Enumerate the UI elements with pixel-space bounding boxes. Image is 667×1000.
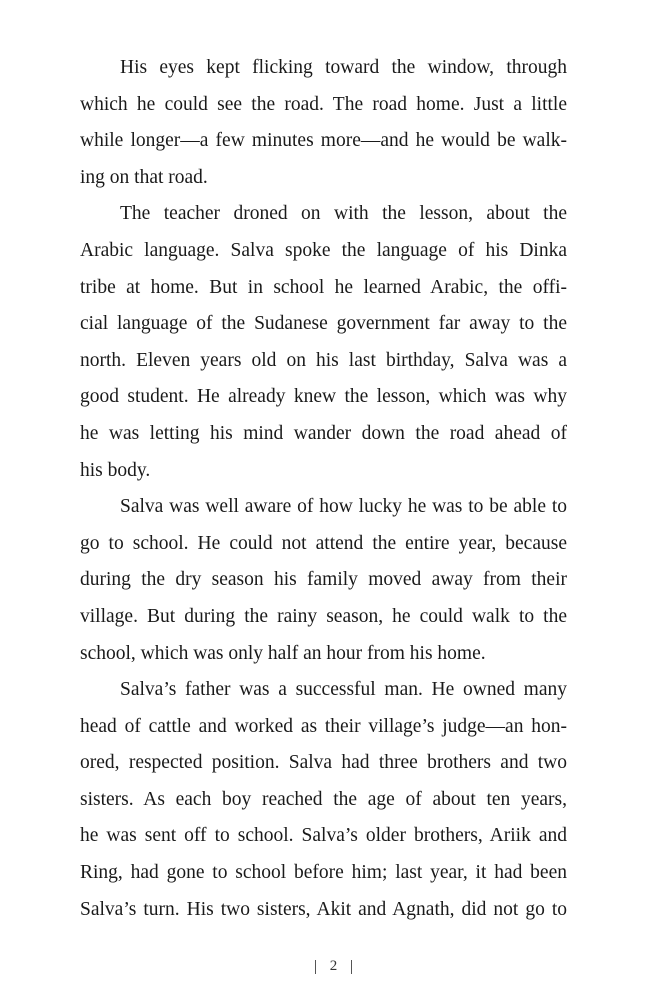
- text-line: cial language of the Sudanese government far away to the: [80, 313, 567, 335]
- text-line: school, which was only half an hour from his home.: [80, 642, 486, 664]
- text-line: tribe at home. But in school he learned Arabic, the offi-: [80, 276, 567, 298]
- text-line: Salva’s turn. His two sisters, Akit and Agnath, did not go to: [80, 898, 567, 920]
- text-line: ing on that road.: [80, 166, 208, 188]
- page-number: 2: [329, 958, 338, 975]
- text-line: Arabic language. Salva spoke the language of his Dinka: [80, 239, 567, 261]
- text-line: go to school. He could not attend the entire year, because: [80, 532, 567, 554]
- text-line: village. But during the rainy season, he could walk to the: [80, 605, 567, 627]
- text-line: The teacher droned on with the lesson, about the: [120, 203, 567, 225]
- text-line: ored, respected position. Salva had three brothers and two: [80, 752, 567, 774]
- text-line: Salva was well aware of how lucky he was to be able to: [120, 496, 567, 518]
- text-line: which he could see the road. The road home. Just a little: [80, 93, 567, 115]
- text-line: sisters. As each boy reached the age of about ten years,: [80, 788, 567, 810]
- body-text: [80, 50, 567, 928]
- text-line: good student. He already knew the lesson, which was why: [80, 386, 567, 408]
- text-line: His eyes kept flicking toward the window, through: [120, 57, 567, 78]
- text-line: his body.: [80, 459, 151, 481]
- left-divider: [315, 960, 316, 974]
- text-line: during the dry season his family moved away from their: [80, 569, 567, 591]
- page-footer: [0, 958, 667, 975]
- text-line: head of cattle and worked as their village’s judge—an hon-: [80, 715, 567, 737]
- text-line: north. Eleven years old on his last birthday, Salva was a: [80, 349, 567, 371]
- text-line: Salva’s father was a successful man. He owned many: [120, 679, 567, 701]
- text-line: while longer—a few minutes more—and he would be walk-: [80, 130, 567, 152]
- text-line: he was sent off to school. Salva’s older brothers, Ariik and: [80, 825, 567, 847]
- right-divider: [351, 960, 352, 974]
- text-line: Ring, had gone to school before him; last year, it had been: [80, 862, 567, 884]
- text-line: he was letting his mind wander down the road ahead of: [80, 422, 567, 444]
